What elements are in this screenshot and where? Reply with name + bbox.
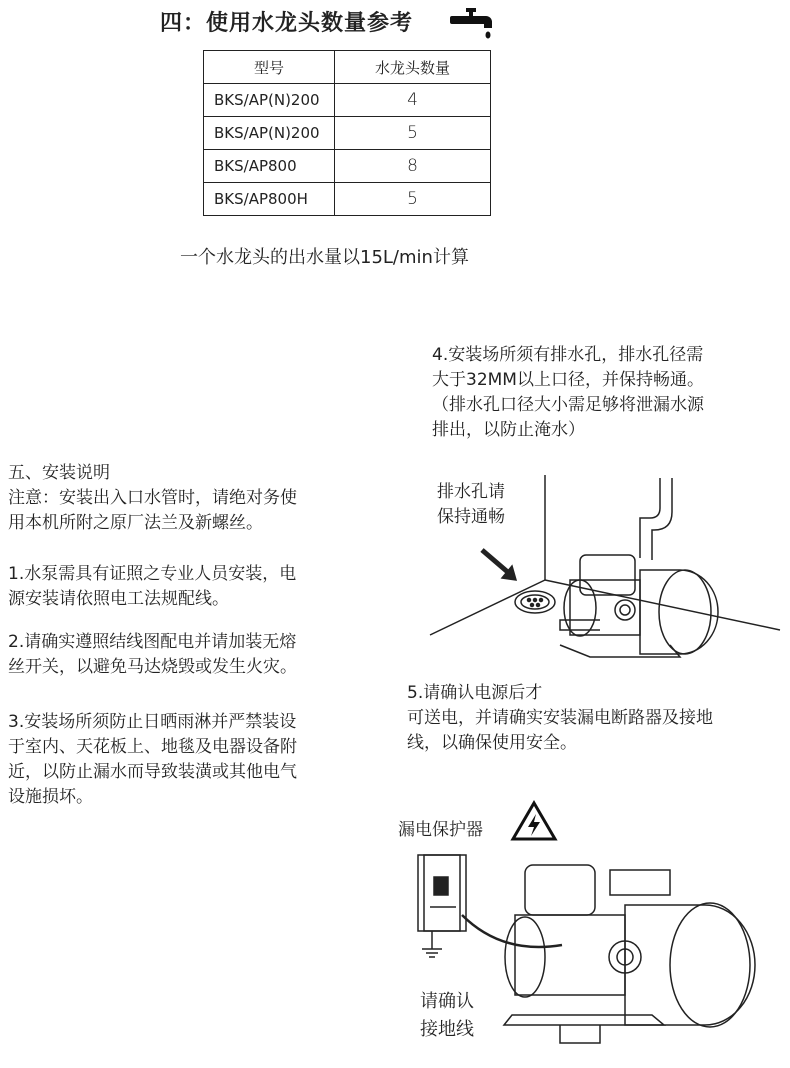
row-count: 5 bbox=[335, 183, 491, 216]
table-row bbox=[204, 150, 491, 183]
install-item-1: 1.水泵需具有证照之专业人员安装，电 源安装请依照电工法规配线。 bbox=[8, 564, 297, 609]
header-count: 水龙头数量 bbox=[335, 51, 491, 84]
drain-callout: 排水孔请 保持通畅 bbox=[437, 482, 505, 527]
ground-callout: 请确认 接地线 bbox=[420, 991, 474, 1040]
install-item-4: 4.安装场所须有排水孔，排水孔径需 大于32MM以上口径，并保持畅通。 （排水孔口径大小需足够将泄漏水源 排出，以防止淹水） bbox=[432, 345, 704, 440]
row-model: BKS/AP800 bbox=[204, 150, 335, 183]
breaker-label: 漏电保护器 bbox=[398, 820, 483, 840]
section4-title: 四：使用水龙头数量参考 bbox=[160, 11, 414, 36]
flow-rate-note: 一个水龙头的出水量以15L/min计算 bbox=[180, 247, 469, 268]
table-row bbox=[204, 183, 491, 216]
header-model: 型号 bbox=[204, 51, 335, 84]
row-count: 4 bbox=[335, 84, 491, 117]
faucet-count-table bbox=[203, 50, 491, 216]
row-count: 8 bbox=[335, 150, 491, 183]
section5-heading: 五、安装说明 bbox=[8, 463, 110, 483]
faucet-icon bbox=[448, 6, 494, 40]
row-model: BKS/AP800H bbox=[204, 183, 335, 216]
row-count: 5 bbox=[335, 117, 491, 150]
row-model: BKS/AP(N)200 bbox=[204, 84, 335, 117]
pump-drain-illustration bbox=[410, 470, 790, 680]
section5-notice: 注意：安装出入口水管时，请绝对务使 用本机所附之原厂法兰及新螺丝。 bbox=[8, 488, 297, 533]
table-row bbox=[204, 117, 491, 150]
table-row bbox=[204, 84, 491, 117]
install-item-3: 3.安装场所须防止日晒雨淋并严禁装设 于室内、天花板上、地毯及电器设备附 近，以防止漏水而导致装潢或其他电气 设施损坏。 bbox=[8, 712, 297, 807]
high-voltage-warning-icon bbox=[510, 800, 558, 842]
row-model: BKS/AP(N)200 bbox=[204, 117, 335, 150]
install-item-5: 5.请确认电源后才 可送电，并请确实安装漏电断路器及接地 线，以确保使用安全。 bbox=[407, 683, 713, 753]
install-item-2: 2.请确实遵照结线图配电并请加装无熔 丝开关，以避免马达烧毁或发生火灾。 bbox=[8, 632, 297, 677]
table-header-row bbox=[204, 51, 491, 84]
